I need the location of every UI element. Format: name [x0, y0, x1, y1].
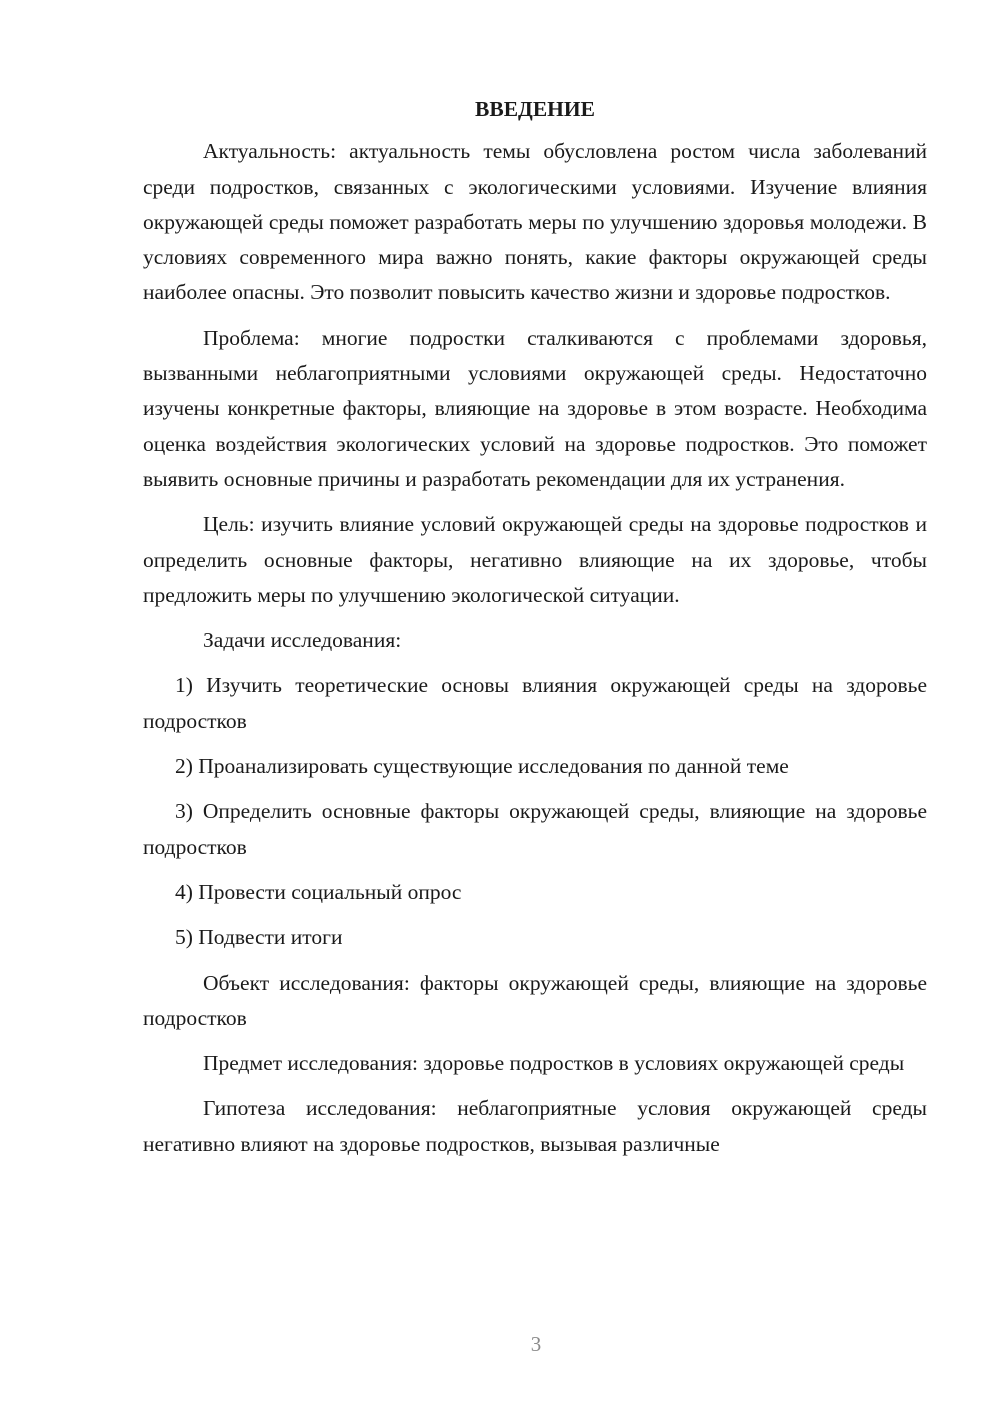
list-item: 5) Подвести итоги — [175, 925, 343, 950]
paragraph-object: Объект исследования: факторы окружающей среды, влияющие на здоровье подростков — [143, 970, 927, 1030]
page-content — [143, 92, 927, 1172]
list-item: 3) Определить основные факторы окружающей среды, влияющие на здоровье подростков — [143, 799, 927, 859]
paragraph-subject: Предмет исследования: здоровье подростков в условиях окружающей среды — [203, 1051, 905, 1076]
paragraph-hypothesis: Гипотеза исследования: неблагоприятные условия окружающей среды негативно влияют на здоровье подростков, вызывая различные — [143, 1096, 927, 1156]
paragraph-relevance: Актуальность: актуальность темы обусловлена ростом числа заболеваний среди подростков, связанных с экологическими условиями. Изучение влияния окружающей среды поможет разработать меры по улучшению здоровья молодежи. В условиях современного мира важно понять, какие факторы окружающей среды наиболее опасны. Это позволит повысить качество жизни и здоровье подростков. — [143, 139, 927, 305]
paragraph-problem: Проблема: многие подростки сталкиваются с проблемами здоровья, вызванными неблагоприятными условиями окружающей среды. Недостаточно изучены конкретные факторы, влияющие на здоровье в этом возрасте. Необходима оценка воздействия экологических условий на здоровье подростков. Это поможет выявить основные причины и разработать рекомендации для их устранения. — [143, 325, 927, 491]
list-item: 1) Изучить теоретические основы влияния окружающей среды на здоровье подростков — [143, 673, 927, 733]
list-item: 4) Провести социальный опрос — [175, 879, 462, 904]
section-title: ВВЕДЕНИЕ — [475, 97, 595, 121]
paragraph-tasks-heading: Задачи исследования: — [203, 628, 402, 653]
page-number: 3 — [530, 1332, 542, 1356]
paragraph-goal: Цель: изучить влияние условий окружающей среды на здоровье подростков и определить основные факторы, негативно влияющие на их здоровье, чтобы предложить меры по улучшению экологической ситуации. — [143, 512, 927, 607]
list-item: 2) Проанализировать существующие исследования по данной теме — [175, 754, 789, 779]
